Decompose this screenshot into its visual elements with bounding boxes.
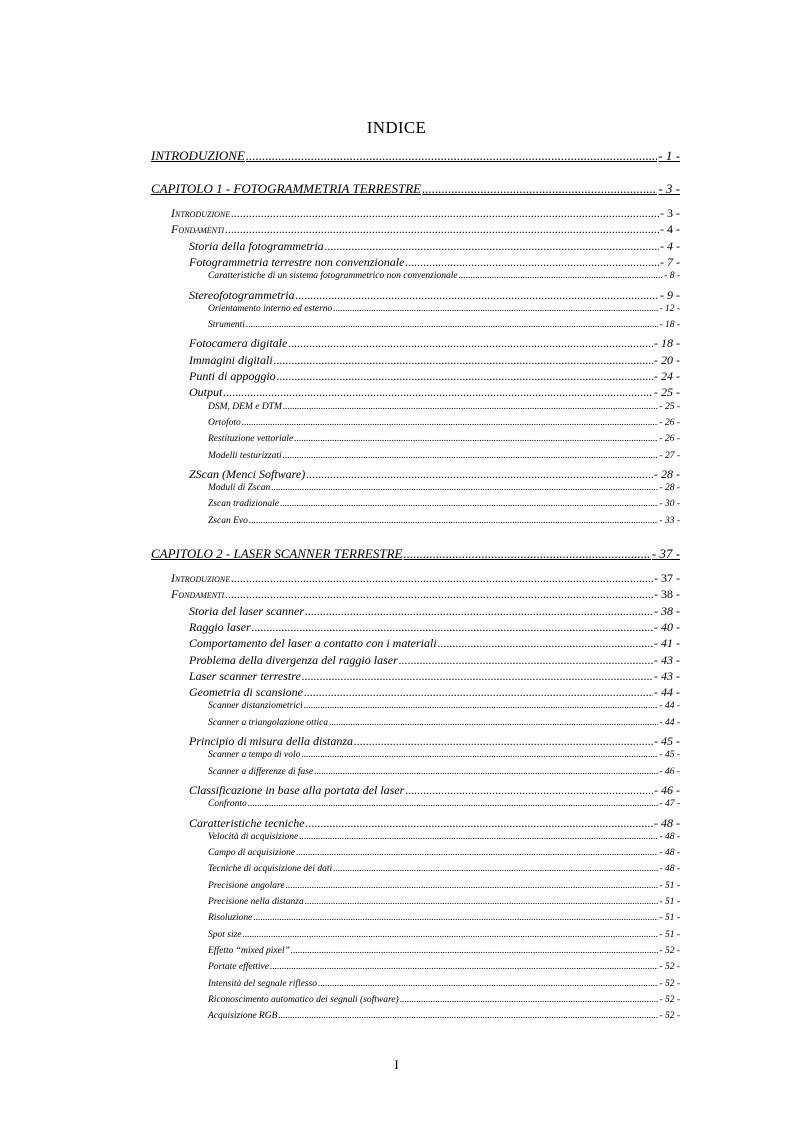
toc-entry-title: Confronto	[208, 799, 247, 810]
toc-entry-page: - 45 -	[654, 734, 680, 748]
toc-entry-page: - 52 -	[659, 1011, 680, 1022]
toc-entry-title: Orientamento interno ed esterno	[208, 303, 333, 314]
toc-entry-page: - 52 -	[659, 962, 680, 973]
toc-entry-page: - 46 -	[659, 766, 680, 777]
dot-leader	[277, 369, 653, 384]
toc-entry-title: Raggio laser	[189, 619, 251, 634]
toc-entry-title: Caratteristiche di un sistema fotogrammetrico non convenzionale	[208, 271, 458, 282]
toc-entry-title: Introduzione	[171, 206, 231, 220]
toc-entry-title: Velocità di acquisizione	[208, 831, 299, 842]
toc-entry[interactable]	[208, 799, 680, 809]
toc-entry-title: Geometria di scansione	[189, 685, 303, 700]
dot-leader	[422, 181, 657, 197]
toc-entry-title: Introduzione	[171, 571, 231, 585]
dot-leader	[354, 734, 653, 749]
toc-entry-title: Caratteristiche tecniche	[189, 815, 305, 830]
toc-entry-page: - 38 -	[654, 603, 680, 618]
dot-leader	[325, 239, 659, 254]
toc-entry-page: - 41 -	[654, 636, 680, 651]
toc-entry-title: Precisione angolare	[208, 880, 285, 891]
toc-entry-title: Strumenti	[208, 320, 245, 331]
toc-entry[interactable]	[189, 653, 680, 668]
dot-leader	[249, 516, 659, 526]
toc-entry-page: - 18 -	[659, 320, 680, 331]
toc-chapter-entry[interactable]	[151, 546, 680, 562]
toc-entry-page: - 28 -	[659, 483, 680, 494]
dot-leader	[304, 701, 659, 711]
dot-leader	[306, 467, 653, 482]
toc-entry[interactable]	[189, 353, 680, 368]
dot-leader	[333, 864, 658, 874]
toc-entry-page: - 45 -	[659, 750, 680, 761]
dot-leader	[271, 483, 658, 493]
toc-entry[interactable]	[208, 832, 680, 842]
toc-entry[interactable]	[208, 946, 680, 956]
toc-entry[interactable]	[189, 783, 680, 798]
toc-entry[interactable]	[208, 402, 680, 412]
toc-entry-title: Fotogrammetria terrestre non convenzionale	[189, 254, 405, 269]
toc-entry-title: Risoluzione	[208, 913, 253, 924]
toc-entry-title: Precisione nella distanza	[208, 897, 304, 907]
toc-entry-title: Immagini digitali	[189, 352, 273, 367]
toc-entry[interactable]	[208, 864, 680, 874]
toc-entry-title: Output	[189, 385, 223, 400]
toc-entry-title: Moduli di Zscan	[208, 483, 271, 494]
toc-entry-page: - 12 -	[659, 303, 680, 314]
toc-entry-title: DSM, DEM e DTM	[208, 401, 282, 412]
toc-entry-title: Principio di misura della distanza	[189, 734, 354, 748]
toc-entry-title: CAPITOLO 1 - FOTOGRAMMETRIA TERRESTRE	[151, 181, 422, 196]
toc-entry-page: - 44 -	[659, 701, 680, 712]
dot-leader	[314, 767, 658, 777]
toc-entry-page: - 1 -	[658, 148, 680, 163]
toc-entry-title: Zscan Evo	[208, 515, 248, 526]
dot-leader	[278, 1011, 658, 1021]
toc-entry-title: Scanner distanziometrici	[208, 701, 303, 712]
toc-entry[interactable]	[208, 718, 680, 728]
toc-entry-page: - 43 -	[654, 652, 680, 667]
toc-chapter-entry[interactable]	[151, 148, 680, 164]
dot-leader	[223, 385, 653, 400]
toc-entry[interactable]	[208, 897, 680, 907]
toc-entry-page: - 3 -	[658, 181, 680, 196]
toc-entry-title: Tecniche di acquisizione dei dati	[208, 864, 333, 875]
toc-entry-title: Ortofoto	[208, 417, 241, 428]
toc-entry-title: Classificazione in base alla portata del laser	[189, 782, 405, 797]
toc-entry-page: - 51 -	[659, 913, 680, 924]
dot-leader	[459, 271, 664, 281]
dot-leader	[296, 288, 659, 303]
toc-entry-page: - 3 -	[660, 206, 680, 220]
page-title: INDICE	[366, 118, 427, 137]
dot-leader	[400, 995, 659, 1005]
toc-entry[interactable]	[189, 604, 680, 619]
toc-entry[interactable]	[208, 499, 680, 509]
toc-entry[interactable]	[208, 848, 680, 858]
toc-entry-page: - 26 -	[659, 434, 680, 445]
toc-entry-page: - 51 -	[659, 880, 680, 891]
toc-entry-title: Scanner a tempo di volo	[208, 750, 301, 761]
dot-leader	[299, 832, 658, 842]
toc-entry[interactable]	[189, 369, 680, 384]
toc-entry-page: - 20 -	[654, 352, 680, 367]
toc-entry[interactable]	[208, 767, 680, 777]
toc-entry-page: - 44 -	[659, 717, 680, 728]
toc-entry-page: - 52 -	[659, 994, 680, 1005]
toc-entry-page: - 52 -	[659, 945, 680, 956]
toc-entry[interactable]	[189, 816, 680, 831]
toc-entry[interactable]	[189, 734, 680, 749]
toc-entry-title: Comportamento del laser a contatto con i materiali	[189, 636, 437, 651]
toc-entry[interactable]	[189, 685, 680, 700]
toc-entry-page: - 25 -	[659, 401, 680, 412]
toc-entry[interactable]	[171, 222, 680, 237]
toc-entry-title: INTRODUZIONE	[151, 148, 245, 163]
dot-leader	[296, 848, 658, 858]
dot-leader	[305, 897, 659, 907]
toc-entry-page: - 4 -	[660, 222, 680, 237]
toc-entry[interactable]	[208, 750, 680, 760]
toc-entry-title: Storia della fotogrammetria	[189, 238, 324, 253]
dot-leader	[242, 418, 659, 428]
toc-entry-title: Problema della divergenza del raggio laser	[189, 652, 398, 667]
toc-entry-page: - 43 -	[654, 668, 680, 683]
toc-entry-page: - 48 -	[659, 848, 680, 859]
toc-entry[interactable]	[189, 336, 680, 351]
dot-leader	[291, 946, 659, 956]
toc-entry-title: Acquisizione RGB	[208, 1011, 278, 1022]
toc-entry[interactable]	[208, 930, 680, 940]
toc-entry-page: - 51 -	[659, 897, 680, 907]
toc-entry-title: Fotocamera digitale	[189, 336, 288, 351]
toc-entry[interactable]	[208, 701, 680, 711]
dot-leader	[294, 434, 658, 444]
toc-chapter-entry[interactable]	[151, 181, 680, 197]
dot-leader	[318, 979, 658, 989]
dot-leader	[302, 669, 653, 684]
toc-entry[interactable]	[189, 385, 680, 400]
toc-entry[interactable]	[189, 467, 680, 482]
toc-entry-title: Fondamenti	[171, 587, 225, 602]
dot-leader	[253, 913, 658, 923]
toc-entry-page: - 38 -	[654, 587, 680, 602]
toc-entry-title: Restituzione vettoriale	[208, 434, 294, 445]
toc-entry-page: - 33 -	[659, 515, 680, 526]
dot-leader	[270, 962, 658, 972]
toc-entry-page: - 44 -	[654, 685, 680, 700]
toc-entry-title: Campo di acquisizione	[208, 848, 296, 859]
dot-leader	[283, 451, 659, 461]
toc-entry-title: Effetto “mixed pixel”	[208, 945, 290, 956]
toc-entry-title: ZScan (Menci Software)	[189, 466, 306, 481]
toc-entry-title: Fondamenti	[171, 222, 225, 237]
dot-leader	[304, 685, 653, 700]
toc-entry-page: - 28 -	[654, 466, 680, 481]
dot-leader	[243, 930, 659, 940]
toc-entry-title: Spot size	[208, 929, 242, 940]
toc-entry[interactable]	[189, 255, 680, 270]
dot-leader	[286, 881, 659, 891]
toc-entry-page: - 51 -	[659, 929, 680, 940]
dot-leader	[225, 587, 653, 602]
dot-leader	[231, 571, 653, 586]
toc-entry[interactable]	[189, 239, 680, 254]
toc-entry-title: Scanner a triangolazione ottica	[208, 717, 329, 728]
toc-entry[interactable]	[208, 979, 680, 989]
toc-entry-page: - 48 -	[659, 864, 680, 875]
toc-entry-page: - 25 -	[654, 385, 680, 400]
toc-entry[interactable]	[208, 1011, 680, 1021]
dot-leader	[225, 222, 659, 237]
toc-entry-page: - 7 -	[660, 254, 680, 269]
toc-entry[interactable]	[208, 271, 680, 281]
toc-entry-title: Portate effettive	[208, 962, 269, 973]
toc-entry-page: - 37 -	[651, 546, 680, 561]
dot-leader	[329, 718, 658, 728]
toc-entry-title: Intensità del segnale riflesso	[208, 978, 317, 989]
toc-entry-page: - 4 -	[660, 238, 680, 253]
toc-entry-page: - 18 -	[654, 336, 680, 351]
toc-entry[interactable]	[171, 587, 680, 602]
toc-entry-page: - 9 -	[660, 287, 680, 302]
dot-leader	[283, 402, 659, 412]
toc-entry[interactable]	[208, 881, 680, 891]
toc-entry-page: - 47 -	[659, 799, 680, 810]
toc-entry-title: Storia del laser scanner	[189, 603, 304, 618]
toc-entry[interactable]	[208, 995, 680, 1005]
toc-entry[interactable]	[208, 451, 680, 461]
toc-entry-page: - 52 -	[659, 978, 680, 989]
dot-leader	[305, 604, 653, 619]
dot-leader	[333, 304, 658, 314]
dot-leader	[399, 653, 653, 668]
dot-leader	[252, 620, 653, 635]
toc-entry[interactable]	[189, 288, 680, 303]
toc-entry[interactable]	[208, 304, 680, 314]
dot-leader	[246, 148, 657, 164]
toc-entry-page: - 48 -	[654, 815, 680, 830]
toc-entry[interactable]	[208, 434, 680, 444]
toc-entry-title: Zscan tradizionale	[208, 499, 279, 510]
toc-entry[interactable]	[189, 620, 680, 635]
dot-leader	[301, 750, 658, 760]
dot-leader	[288, 336, 653, 351]
toc-entry[interactable]	[208, 913, 680, 923]
dot-leader	[438, 636, 653, 651]
toc-entry[interactable]	[208, 483, 680, 493]
toc-entry-title: Scanner a differenze di fase	[208, 766, 314, 777]
toc-entry[interactable]	[171, 571, 680, 586]
toc-entry-page: - 46 -	[654, 782, 680, 797]
toc-entry-page: - 48 -	[659, 831, 680, 842]
toc-entry-title: Punti di appoggio	[189, 369, 276, 383]
page-number: I	[394, 1057, 399, 1072]
dot-leader	[280, 499, 658, 509]
toc-entry-page: - 8 -	[664, 271, 680, 282]
toc-entry-title: Laser scanner terrestre	[189, 668, 301, 683]
toc-entry-title: Modelli testurizzati	[208, 450, 282, 461]
dot-leader	[248, 799, 659, 809]
toc-entry-page: - 24 -	[654, 369, 680, 383]
toc-entry-title: CAPITOLO 2 - LASER SCANNER TERRESTRE	[151, 546, 403, 561]
toc-entry-title: Riconoscimento automatico dei segnali (software)	[208, 994, 399, 1005]
toc-entry-title: Stereofotogrammetria	[189, 287, 295, 302]
dot-leader	[405, 255, 659, 270]
toc-entry-page: - 30 -	[659, 499, 680, 510]
toc-entry-page: - 37 -	[654, 571, 680, 585]
dot-leader	[306, 816, 653, 831]
toc-entry[interactable]	[189, 669, 680, 684]
toc-entry-page: - 27 -	[659, 450, 680, 461]
dot-leader	[231, 206, 659, 221]
toc-entry-page: - 26 -	[659, 417, 680, 428]
toc-entry[interactable]	[171, 206, 680, 221]
dot-leader	[403, 546, 650, 562]
toc-entry-page: - 40 -	[654, 619, 680, 634]
toc-entry[interactable]	[208, 516, 680, 526]
dot-leader	[274, 353, 653, 368]
toc-entry[interactable]	[189, 636, 680, 651]
toc-entry[interactable]	[208, 418, 680, 428]
toc-entry[interactable]	[208, 320, 680, 330]
dot-leader	[405, 783, 653, 798]
toc-entry[interactable]	[208, 962, 680, 972]
dot-leader	[246, 320, 658, 330]
